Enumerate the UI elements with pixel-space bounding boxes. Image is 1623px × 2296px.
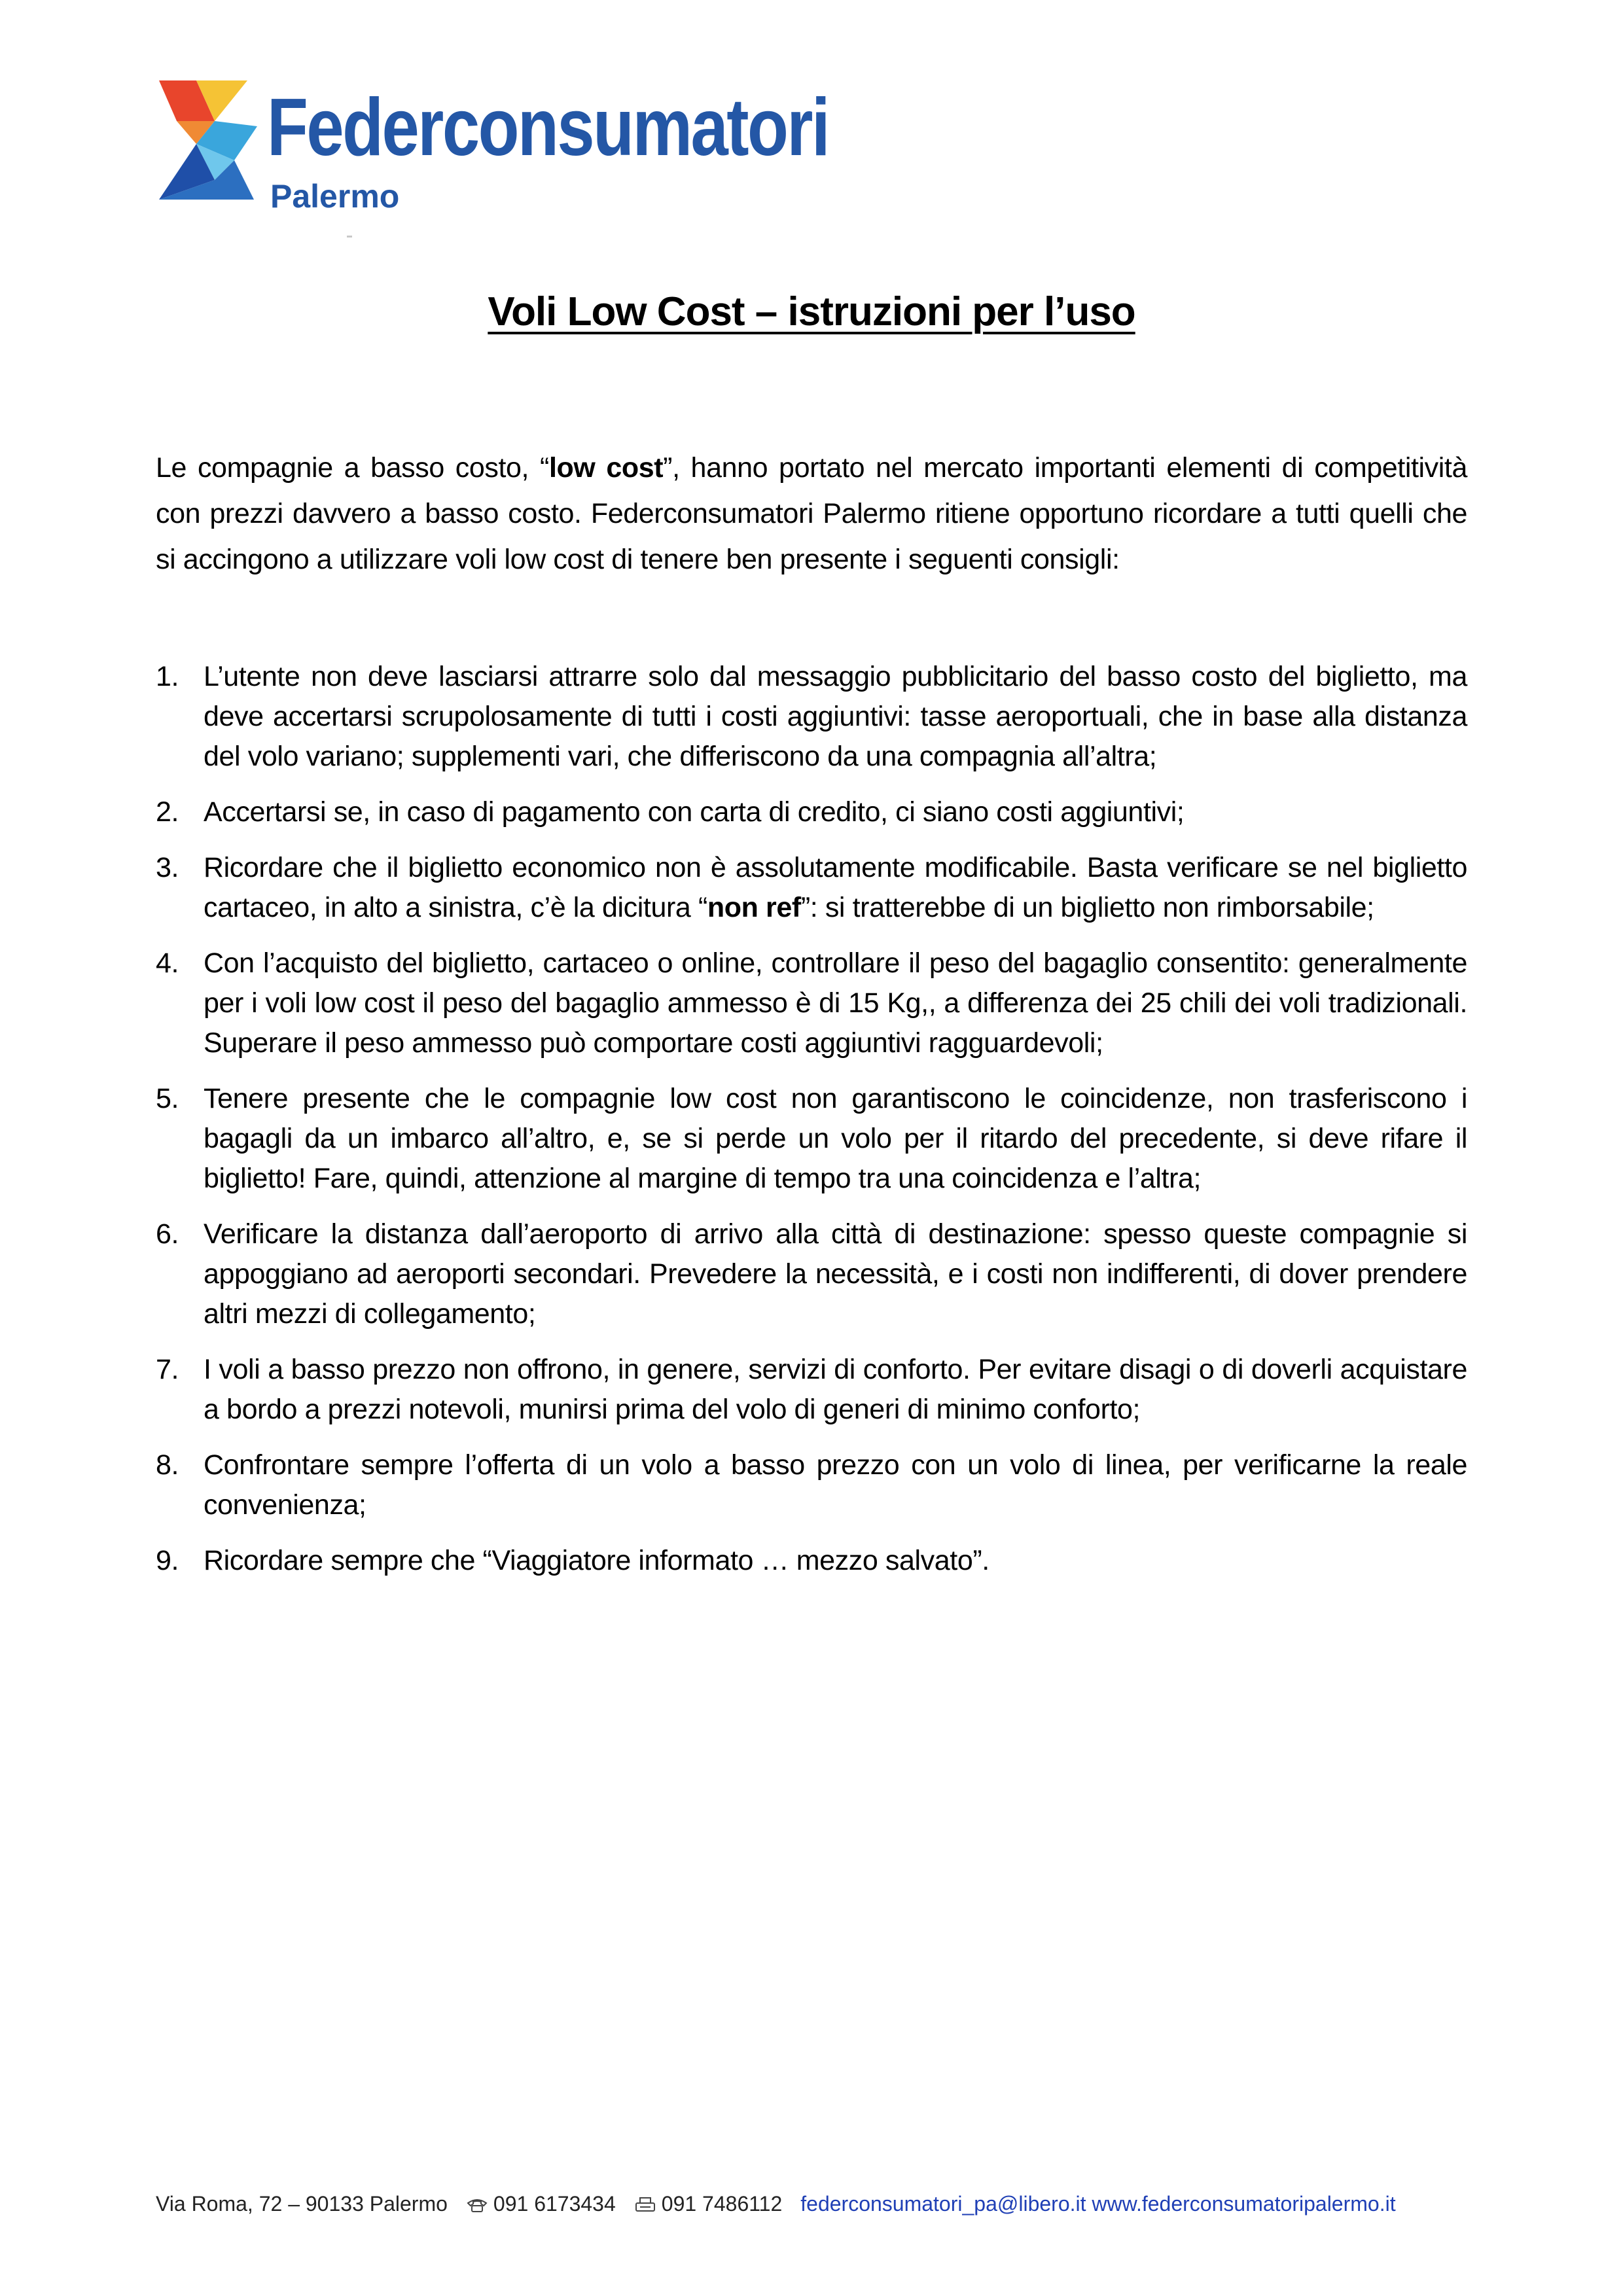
list-item [156, 1541, 1467, 1581]
list-item [156, 657, 1467, 777]
item-number: 6. [156, 1218, 179, 1250]
intro-text-end: ”, hanno portato nel mercato importanti elementi di competitività con prezzi davvero a basso costo. Federconsumatori Palermo ritiene opportuno ricordare a tutti quelli che si accingono a utilizzare voli low cost di tenere ben presente i seguenti consigli: [156, 452, 1467, 575]
intro-bold-low-cost: low cost [548, 452, 664, 484]
item-text-start: Ricordare che il biglietto economico non è assolutamente modificabile. Basta verificare se nel biglietto cartaceo, in alto a sinistra, c’è la dicitura “ [204, 852, 1467, 923]
list-item [156, 944, 1467, 1063]
item-number: 9. [156, 1545, 179, 1576]
footer-website-link[interactable]: www.federconsumatoripalermo.it [1092, 2192, 1396, 2216]
list-item [156, 848, 1467, 928]
item-text: Confrontare sempre l’offerta di un volo a basso prezzo con un volo di linea, per verificarne la reale convenienza; [204, 1449, 1467, 1521]
item-text: Ricordare sempre che “Viaggiatore informato … mezzo salvato”. [204, 1545, 990, 1576]
list-item [156, 1079, 1467, 1199]
footer-phone: 091 6173434 [493, 2192, 616, 2216]
item-text: Tenere presente che le compagnie low cost non garantiscono le coincidenze, non trasferiscono i bagagli da un imbarco all’altro, e, se si perde un volo per il ritardo del precedente, si deve rifare il biglietto! Fare, quindi, attenzione al margine di tempo tra una coincidenza e l’altra; [204, 1083, 1467, 1194]
item-text-end: ”: si tratterebbe di un biglietto non rimborsabile; [800, 892, 1374, 923]
fax-icon [634, 2197, 656, 2213]
intro-paragraph [156, 445, 1467, 582]
item-number: 8. [156, 1449, 179, 1481]
telephone-icon [466, 2197, 488, 2213]
item-number: 4. [156, 947, 179, 979]
item-bold-non-ref: non ref [707, 892, 801, 923]
federconsumatori-logo [156, 75, 829, 245]
list-item [156, 1350, 1467, 1430]
footer-fax: 091 7486112 [661, 2192, 783, 2216]
footer-address: Via Roma, 72 – 90133 Palermo [156, 2192, 448, 2216]
item-number: 5. [156, 1083, 179, 1114]
item-text: Accertarsi se, in caso di pagamento con carta di credito, ci siano costi aggiuntivi; [204, 796, 1185, 828]
item-number: 2. [156, 796, 179, 828]
item-number: 1. [156, 661, 179, 692]
brand-city: Palermo [270, 178, 400, 215]
item-text: I voli a basso prezzo non offrono, in genere, servizi di conforto. Per evitare disagi o di doverli acquistare a bordo a prezzi notevoli, munirsi prima del volo di generi di minimo conforto; [204, 1354, 1467, 1425]
item-text: Con l’acquisto del biglietto, cartaceo o online, controllare il peso del bagaglio consentito: generalmente per i voli low cost il peso del bagaglio ammesso è di 15 Kg,, a differenza dei 25 chili dei voli tradizionali. Superare il peso ammesso può comportare costi aggiuntivi ragguardevoli; [204, 947, 1467, 1059]
item-number: 3. [156, 852, 179, 883]
intro-text-start: Le compagnie a basso costo, “ [156, 452, 549, 484]
item-number: 7. [156, 1354, 179, 1385]
list-item [156, 1214, 1467, 1334]
item-text: L’utente non deve lasciarsi attrarre solo dal messaggio pubblicitario del basso costo del biglietto, ma deve accertarsi scrupolosamente di tutti i costi aggiuntivi: tasse aeroportuali, che in base alla distanza del volo variano; supplementi vari, che differiscono da una compagnia all’altra; [204, 661, 1467, 772]
page-title: Voli Low Cost – istruzioni per l’uso [488, 289, 1135, 334]
federconsumatori-triangle-logo-icon [156, 75, 260, 206]
list-item [156, 792, 1467, 832]
footer-contacts [156, 2191, 1504, 2217]
item-text: Verificare la distanza dall’aeroporto di arrivo alla città di destinazione: spesso queste compagnie si appoggiano ad aeroporti secondari. Prevedere la necessità, e i costi non indifferenti, di dover prendere altri mezzi di collegamento; [204, 1218, 1467, 1330]
logo-dot [347, 236, 352, 238]
footer-email-link[interactable]: federconsumatori_pa@libero.it [800, 2192, 1086, 2216]
list-item [156, 1445, 1467, 1525]
advice-list [156, 657, 1467, 1597]
brand-name: Federconsumatori [267, 82, 829, 173]
